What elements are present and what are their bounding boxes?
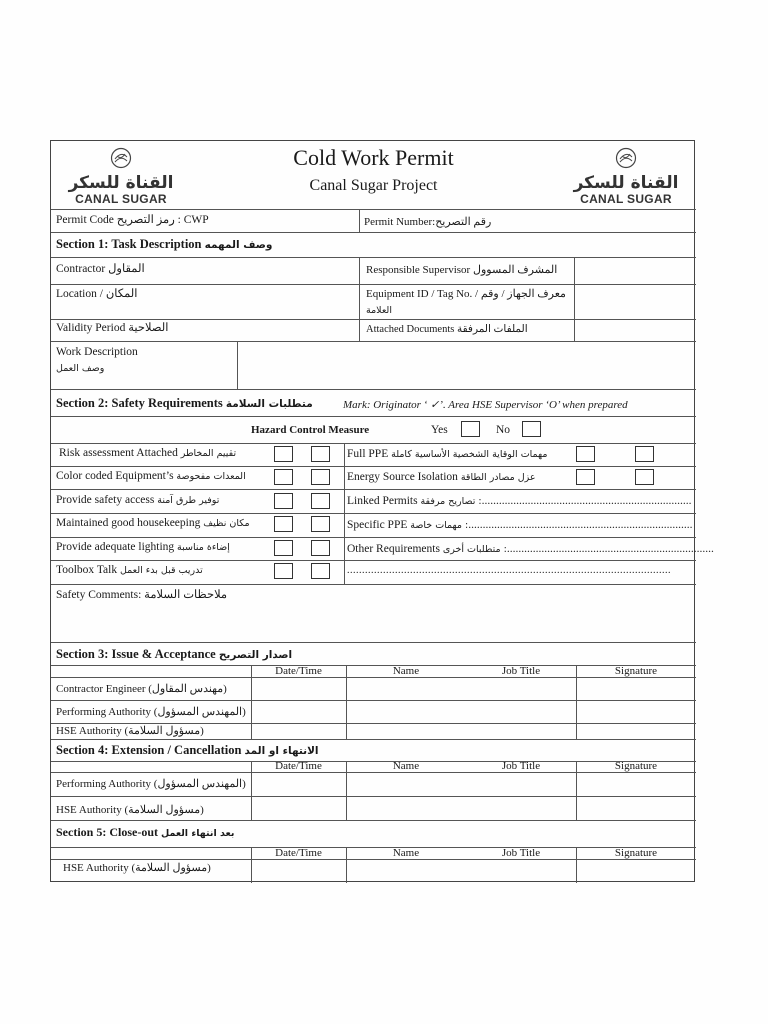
responsible-supervisor-label: Responsible Supervisor المشرف المسوول: [366, 264, 558, 276]
attached-docs-label: Attached Documents الملفات المرفقة: [366, 324, 528, 335]
risk-assessment-no-checkbox[interactable]: [311, 446, 330, 462]
page-title: Cold Work Permit: [293, 145, 454, 170]
logo-left-arabic: القناة للسكر: [68, 173, 174, 193]
s5-col-datetime: Date/Time: [275, 847, 322, 859]
work-description-label-ar: وصف العمل: [56, 363, 105, 374]
s3-row-hse-authority: HSE Authority (مسؤول السلامة): [56, 725, 204, 737]
lighting-no-checkbox[interactable]: [311, 540, 330, 556]
permit-form: [50, 140, 714, 882]
extra-requirements-line[interactable]: ............................................................................................................: [347, 565, 671, 576]
yes-label: Yes: [431, 424, 448, 436]
s5-col-job-title: Job Title: [501, 847, 541, 859]
other-requirements-label: Other Requirements متطلبات أخرى :........................................................................: [347, 543, 714, 555]
s3-row-performing-authority: Performing Authority (المهندس المسؤول): [56, 706, 246, 718]
work-description-label: Work Description: [56, 346, 138, 358]
risk-assessment-label: Risk assessment Attached تقييم المخاطر: [59, 447, 237, 459]
s4-row-performing-authority: Performing Authority (المهندس المسؤول): [56, 778, 246, 790]
housekeeping-label: Maintained good housekeeping مكان نظيف: [56, 517, 250, 529]
s3-row-contractor-engineer: Contractor Engineer (مهندس المقاول): [56, 683, 227, 695]
s4-col-signature: Signature: [614, 760, 658, 772]
full-ppe-no-checkbox[interactable]: [635, 446, 654, 462]
logo-right-english: CANAL SUGAR: [580, 192, 672, 206]
hazard-control-header: Hazard Control Measure: [251, 424, 370, 436]
equipment-label: Equipment ID / Tag No. / معرف الجهاز / وقم: [366, 288, 566, 300]
equipment-label-ar: العلامة: [366, 305, 392, 316]
s5-col-signature: Signature: [614, 847, 658, 859]
specific-ppe-label: Specific PPE مهمات خاصة :..............................................................................: [347, 519, 693, 531]
s5-col-name: Name: [392, 847, 420, 859]
s3-col-signature: Signature: [614, 665, 658, 677]
color-coded-yes-checkbox[interactable]: [274, 469, 293, 485]
housekeeping-no-checkbox[interactable]: [311, 516, 330, 532]
validity-label: Validity Period الصلاحية: [56, 322, 169, 334]
housekeeping-yes-checkbox[interactable]: [274, 516, 293, 532]
permit-code-label: Permit Code رمز التصريح : CWP: [56, 214, 209, 226]
no-legend-checkbox[interactable]: [522, 421, 541, 437]
s4-col-name: Name: [392, 760, 420, 772]
s4-col-job-title: Job Title: [501, 760, 541, 772]
page-subtitle: Canal Sugar Project: [309, 177, 438, 194]
lighting-label: Provide adequate lighting إضاءة مناسبة: [56, 541, 230, 553]
section1-title: Section 1: Task Description وصف المهمه: [56, 237, 273, 251]
safety-comments-label: Safety Comments: ملاحظات السلامة: [56, 589, 228, 601]
toolbox-talk-label: Toolbox Talk تدريب قبل بدء العمل: [56, 564, 203, 576]
safety-access-no-checkbox[interactable]: [311, 493, 330, 509]
section3-title: Section 3: Issue & Acceptance اصدار التصريح: [56, 647, 293, 661]
lighting-yes-checkbox[interactable]: [274, 540, 293, 556]
risk-assessment-yes-checkbox[interactable]: [274, 446, 293, 462]
toolbox-talk-no-checkbox[interactable]: [311, 563, 330, 579]
toolbox-talk-yes-checkbox[interactable]: [274, 563, 293, 579]
section2-title: Section 2: Safety Requirements متطلبات السلامة: [56, 396, 313, 410]
contractor-label: Contractor المقاول: [56, 263, 145, 275]
energy-isolation-no-checkbox[interactable]: [635, 469, 654, 485]
section5-title: Section 5: Close-out بعد انتهاء العمل: [56, 825, 235, 839]
s3-col-name: Name: [392, 665, 420, 677]
s4-row-hse-authority: HSE Authority (مسؤول السلامة): [56, 804, 204, 816]
color-coded-no-checkbox[interactable]: [311, 469, 330, 485]
s3-col-datetime: Date/Time: [275, 665, 322, 677]
mark-instructions: Mark: Originator ‘ ✓’. Area HSE Supervisor ‘O’ when prepared: [343, 399, 628, 411]
permit-number-label: Permit Number:رقم التصريح: [364, 216, 492, 228]
energy-isolation-label: Energy Source Isolation عزل مصادر الطاقة: [347, 471, 536, 483]
s5-row-hse-authority: HSE Authority (مسؤول السلامة): [63, 862, 211, 874]
s4-col-datetime: Date/Time: [275, 760, 322, 772]
full-ppe-yes-checkbox[interactable]: [576, 446, 595, 462]
s3-col-job-title: Job Title: [501, 665, 541, 677]
color-coded-label: Color coded Equipment’s المعدات مفحوصة: [56, 470, 246, 482]
logo-right-arabic: القناة للسكر: [573, 173, 679, 193]
energy-isolation-yes-checkbox[interactable]: [576, 469, 595, 485]
full-ppe-label: Full PPE مهمات الوقاية الشخصية الأساسية كاملة: [347, 448, 548, 460]
yes-legend-checkbox[interactable]: [461, 421, 480, 437]
linked-permits-label: Linked Permits تصاريح مرفقة :.........................................................................: [347, 495, 692, 507]
no-label: No: [496, 424, 511, 436]
safety-access-yes-checkbox[interactable]: [274, 493, 293, 509]
logo-left-english: CANAL SUGAR: [75, 192, 167, 206]
safety-access-label: Provide safety access توفير طرق آمنة: [56, 494, 220, 506]
section4-title: Section 4: Extension / Cancellation الانتهاء او المد: [56, 743, 319, 757]
location-label: Location / المكان: [56, 288, 138, 300]
